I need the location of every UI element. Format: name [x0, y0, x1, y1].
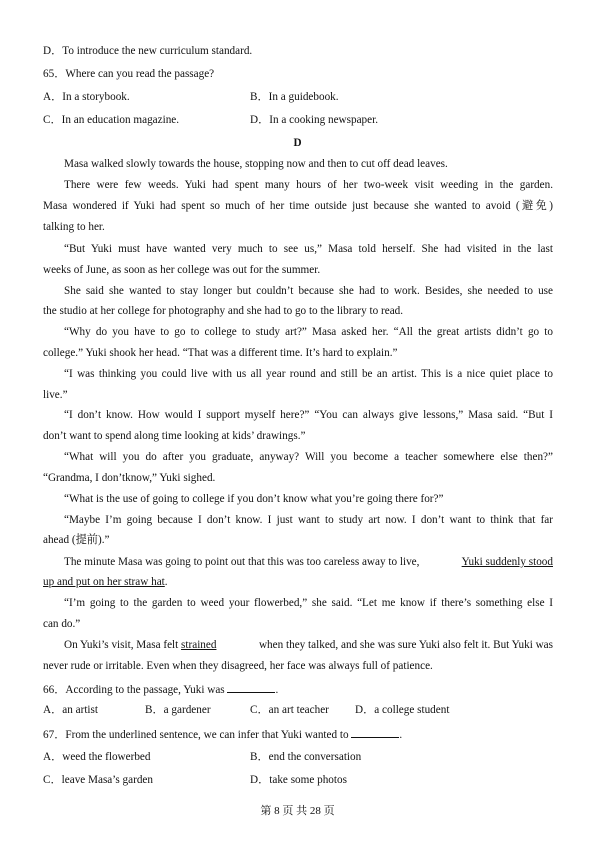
passage-line: “But Yuki must have wanted very much to see us,” Masa told herself. She had visited in the last [64, 243, 553, 255]
answer-blank[interactable] [227, 683, 275, 693]
underlined-word: strained [181, 639, 217, 651]
passage-line: don’t want to spend along time looking at kids’ drawings.” [43, 430, 306, 442]
passage-line: live.” [43, 389, 68, 401]
question-66-text: 66．According to the passage, Yuki was [43, 684, 228, 696]
passage-line: She said she wanted to stay longer but couldn’t because she had to work. Besides, she needed to use [64, 285, 553, 297]
passage-line: can do.” [43, 618, 81, 630]
passage-line: ahead (提前).” [43, 534, 110, 546]
question-67-option-b[interactable]: B．end the conversation [250, 751, 362, 763]
question-66-option-d[interactable]: D．a college student [355, 704, 450, 716]
question-65-option-c[interactable]: C．In an education magazine. [43, 114, 180, 126]
answer-blank[interactable] [351, 728, 399, 738]
passage-text: On Yuki’s visit, Masa felt [64, 639, 182, 651]
passage-line: There were few weeds. Yuki had spent many hours of her two-week visit weeding in the garden. [64, 179, 553, 191]
page-footer: 第 8 页 共 28 页 [260, 805, 335, 817]
question-65-option-b[interactable]: B．In a guidebook. [250, 91, 339, 103]
question-67-stem [43, 728, 402, 741]
question-65-option-d[interactable]: D．In a cooking newspaper. [250, 114, 379, 126]
passage-line: Masa walked slowly towards the house, stopping now and then to cut off dead leaves. [64, 158, 448, 170]
underlined-sentence: up and put on her straw hat [43, 576, 165, 588]
question-67-option-c[interactable]: C．leave Masa’s garden [43, 774, 153, 786]
passage-line: the studio at her college for photography and she had to go to the library to read. [43, 305, 404, 317]
question-66-option-c[interactable]: C．an art teacher [250, 704, 329, 716]
passage-line: “I was thinking you could live with us all year round and still be an artist. This is a nice quiet place to [64, 368, 553, 380]
question-66-stem [43, 683, 278, 696]
question-67-period: . [399, 729, 403, 741]
passage-line: “What will you do after you graduate, anyway? Will you become a teacher somewhere else then?” [64, 451, 553, 463]
passage-line: “Why do you have to go to college to study art?” Masa asked her. “All the great artists didn’t go to [64, 326, 553, 338]
passage-text-group [64, 640, 216, 651]
question-66-option-a[interactable]: A．an artist [43, 704, 98, 716]
question-67-option-d[interactable]: D．take some photos [250, 774, 347, 786]
passage-line: talking to her. [43, 221, 105, 233]
passage-line: never rude or irritable. Even when they disagreed, her face was always full of patience. [43, 660, 433, 672]
passage-line [64, 557, 553, 568]
passage-line [43, 577, 553, 588]
question-65-stem: 65．Where can you read the passage? [43, 68, 215, 80]
question-67-text: 67．From the underlined sentence, we can infer that Yuki wanted to [43, 729, 352, 741]
question-65-option-a[interactable]: A．In a storybook. [43, 91, 130, 103]
section-heading: D [293, 137, 302, 149]
passage-line: college.” Yuki shook her head. “That was a different time. It’s hard to explain.” [43, 347, 398, 359]
passage-line: weeks of June, as soon as her college was out for the summer. [43, 264, 321, 276]
passage-text: . [164, 576, 168, 588]
question-66-option-b[interactable]: B．a gardener [145, 704, 211, 716]
passage-text: The minute Masa was going to point out that this was too careless away to live, [64, 556, 423, 568]
question-66-period: . [275, 684, 279, 696]
passage-line [64, 640, 553, 651]
passage-line: Masa wondered if Yuki had spent so much of her time outside just because she wanted to avoid (避免) [43, 200, 553, 212]
passage-line: “Maybe I’m going because I don’t know. I just want to study art now. I don’t want to think that far [64, 514, 553, 526]
prev-option-d: D．To introduce the new curriculum standard. [43, 45, 253, 57]
passage-line: “Grandma, I don’tknow,” Yuki sighed. [43, 472, 216, 484]
passage-line: “I’m going to the garden to weed your flowerbed,” she said. “Let me know if there’s something else I [64, 597, 553, 609]
passage-line: “I don’t know. How would I support myself here?” “You can always give lessons,” Masa said. “But I [64, 409, 553, 421]
underlined-sentence: Yuki suddenly stood [461, 556, 553, 568]
passage-line: “What is the use of going to college if you don’t know what you’re going there for?” [64, 493, 444, 505]
question-67-option-a[interactable]: A．weed the flowerbed [43, 751, 151, 763]
passage-text: when they talked, and she was sure Yuki also felt it. But Yuki was [256, 639, 553, 651]
